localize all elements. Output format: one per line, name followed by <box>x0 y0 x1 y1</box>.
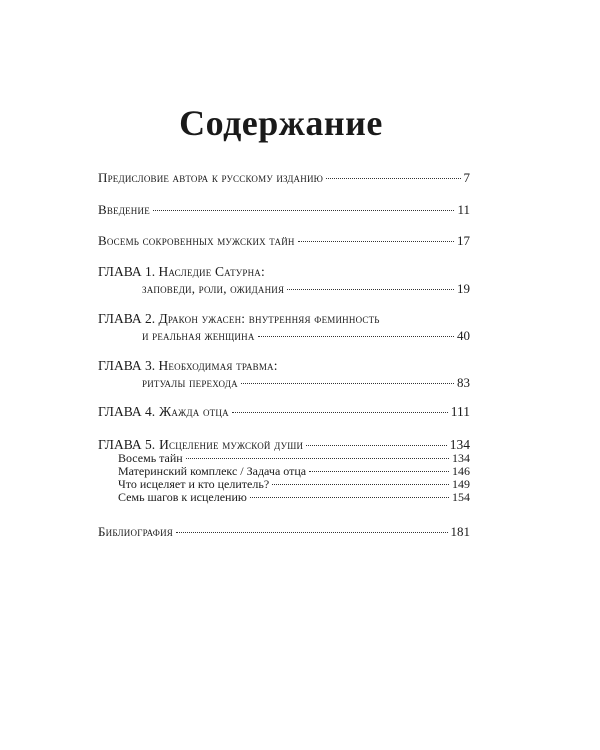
toc-chapter-2-entry[interactable] <box>142 328 470 343</box>
toc-label: Введение <box>98 202 150 217</box>
toc-label: Материнский комплекс / Задача отца <box>118 464 307 478</box>
chapter-number: ГЛАВА 5. <box>98 437 156 452</box>
toc-label: и реальная женщина <box>142 328 255 343</box>
toc-chapter-1-entry[interactable] <box>142 281 470 296</box>
page-number: 83 <box>457 375 470 390</box>
toc-chapter-3-heading[interactable] <box>98 358 278 373</box>
page-number: 7 <box>463 170 470 185</box>
toc-label: Семь шагов к исцелению <box>118 490 247 504</box>
toc-chapter-5-entry[interactable] <box>98 437 470 452</box>
page-number: 11 <box>457 202 470 217</box>
chapter-title: Дракон ужасен: внутренняя феминность <box>158 311 380 326</box>
toc-label: Что исцеляет и кто целитель? <box>118 477 270 491</box>
page-number: 149 <box>452 477 470 491</box>
chapter-number: ГЛАВА 1. <box>98 264 156 279</box>
chapter-title: Необходимая травма: <box>158 358 278 373</box>
toc-chapter-3-entry[interactable] <box>142 375 470 390</box>
leader-dots <box>298 241 454 242</box>
leader-dots <box>232 412 448 413</box>
toc-chapter-1-heading[interactable] <box>98 264 265 279</box>
page-number: 19 <box>457 281 470 296</box>
leader-dots <box>272 484 449 485</box>
leader-dots <box>250 497 449 498</box>
chapter-number: ГЛАВА 2. <box>98 311 156 326</box>
toc-subentry-seven-steps[interactable] <box>118 491 470 504</box>
leader-dots <box>258 336 454 337</box>
chapter-title: Исцеление мужской души <box>159 437 304 452</box>
leader-dots <box>287 289 454 290</box>
leader-dots <box>241 383 454 384</box>
chapter-title: Жажда отца <box>159 404 229 419</box>
leader-dots <box>176 532 447 533</box>
page-number: 17 <box>457 233 470 248</box>
leader-dots <box>326 178 460 179</box>
toc-label: Предисловие автора к русскому изданию <box>98 170 324 185</box>
leader-dots <box>153 210 455 211</box>
chapter-title: Наследие Сатурна: <box>158 264 265 279</box>
page-title: Содержание <box>179 103 383 143</box>
toc-label: заповеди, роли, ожидания <box>142 281 285 296</box>
leader-dots <box>186 458 449 459</box>
leader-dots <box>309 471 449 472</box>
toc-entry-preface[interactable] <box>98 170 470 185</box>
page-number: 146 <box>452 464 470 478</box>
page-number: 181 <box>450 524 470 539</box>
leader-dots <box>306 445 447 446</box>
toc-entry-secrets[interactable] <box>98 233 470 248</box>
page-number: 111 <box>450 404 470 419</box>
toc-entry-bibliography[interactable] <box>98 524 470 539</box>
toc-label: Библиография <box>98 524 174 539</box>
toc-chapter-2-heading[interactable] <box>98 311 380 326</box>
toc-chapter-4-entry[interactable] <box>98 404 470 419</box>
page-number: 154 <box>452 490 470 504</box>
toc-label: Восемь сокровенных мужских тайн <box>98 233 295 248</box>
page-number: 134 <box>452 451 470 465</box>
toc-label: ритуалы перехода <box>142 375 238 390</box>
toc-label: Восемь тайн <box>118 451 183 465</box>
page-number: 40 <box>457 328 470 343</box>
chapter-number: ГЛАВА 4. <box>98 404 156 419</box>
chapter-number: ГЛАВА 3. <box>98 358 156 373</box>
toc-entry-intro[interactable] <box>98 202 470 217</box>
page-number: 134 <box>449 437 470 452</box>
